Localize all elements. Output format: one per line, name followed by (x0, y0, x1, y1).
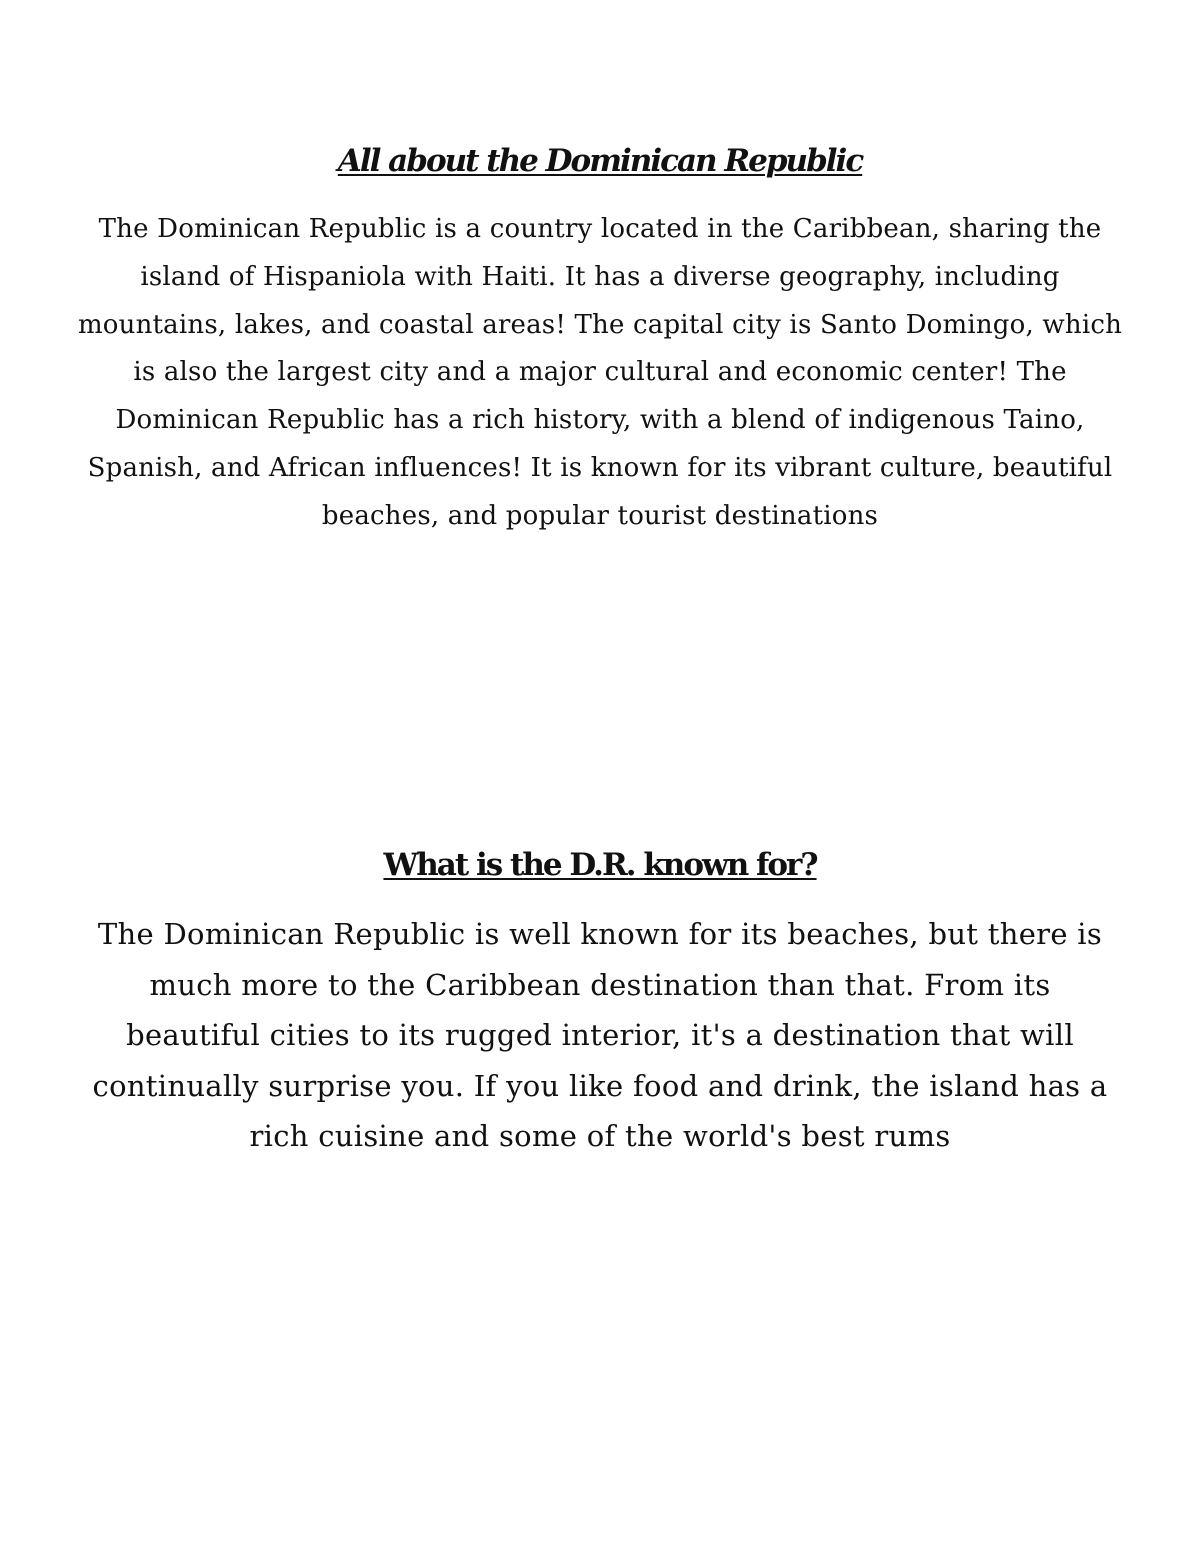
section-heading-known-for: What is the D.R. known for? (383, 847, 817, 883)
section-paragraph-known-for: The Dominican Republic is well known for its beaches, but there is much more to the Caribbean destination than that. From its beautiful cities to its rugged interior, it's a destination that will continually surprise you. If you like food and drink, the island has a rich cuisine and some of the world's best rums (92, 917, 1108, 1153)
section-paragraph-about: The Dominican Republic is a country located in the Caribbean, sharing the island of Hispaniola with Haiti. It has a diverse geography, including mountains, lakes, and coastal areas! The capital city is Santo Domingo, which is also the largest city and a major cultural and economic center! The Dominican Republic has a rich history, with a blend of indigenous Taino, Spanish, and African influences! It is known for its vibrant culture, beautiful beaches, and popular tourist destinations (77, 214, 1123, 531)
section-heading-about: All about the Dominican Republic (337, 143, 863, 179)
